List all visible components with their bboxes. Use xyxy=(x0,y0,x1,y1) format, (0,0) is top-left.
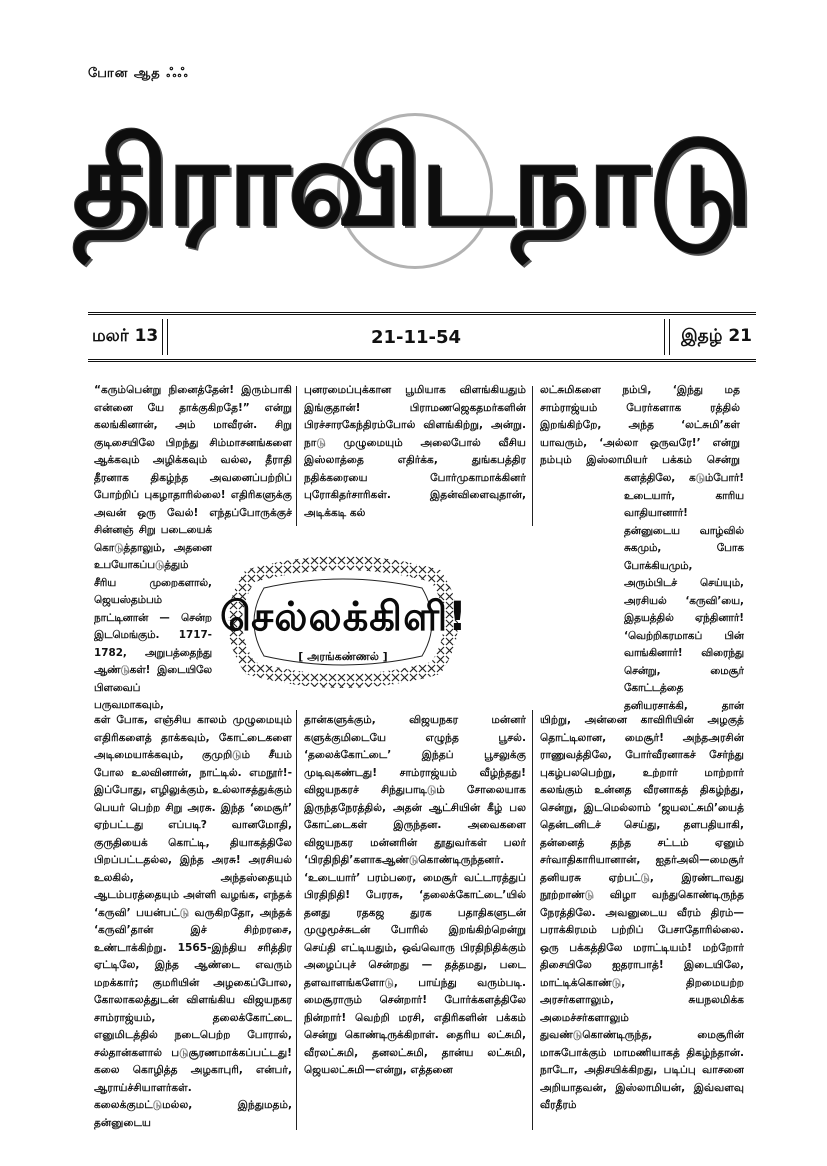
issue-volume: மலர் 13 xyxy=(92,326,159,346)
article-column-left-top: “கரும்பென்று நினைத்தேன்! இரும்பாகி என்னை யே தாக்குகிறதே!” என்று கலங்கினான், அம் மாவீரன். சிறு குடிசையிலே பிறந்து சிம்மாசனங்களை ஆக்கவும் அழிக்கவும் வல்ல, தீராதி தீரனாக திகழ்ந்த அவனைப்பற்றிப் போற்றிப் புகழாதாரில்லை! எதிரிகளுக்கு அவன் ஒரு வேல்! எந்தப்போருக்குச் xyxy=(94,384,292,519)
article-column-middle-top: புனரமைப்புக்கான பூமியாக விளங்கியதும் இங்குதான்! பிராமணஜெகதமர்களின் பிரச்சாரகேந்திரம்போல் விளங்கிற்று, அன்று. நாடு முழுமையும் அலைபோல் வீசிய இஸ்லாத்தை எதிர்க்க, துங்கபத்திர நதிக்கரையை போர்முகாமாக்கினர் புரோகிதர்சாரிகள். இதன்விளைவுதான், அடிக்கடி கல் xyxy=(304,384,526,519)
column-divider-right-lower xyxy=(532,710,533,1130)
headline-byline: [ அரங்கண்ணல் ] xyxy=(298,650,388,663)
article-column-right-bottom: யிற்று, அன்னை காவிரியின் அழகுத் தொட்டிலான, மைசூர்! அந்தஅரசின் ராணுவத்திலே, போர்வீரனாகச் சேர்ந்து புகழ்பலபெற்று, உற்றார் மாற்றார் கலங்கும் உன்னத வீரனாகத் திகழ்ந்து, சென்று, இடமெல்லாம் ‘ஜயலட்சுமி’யைத் தென்டனிடச் செய்து, தளபதியாகி, தன்னைத் தந்த சட்டம் ஏனும் சர்வாதிகாரியானான், ஐதர்அலி—மைசூர் தனியரசு ஏற்பட்டு, இரண்டாவது நூற்றாண்டு விழா வந்துகொண்டிருந்த நேரத்திலே. அவனுடைய வீரம் திரம்—பராக்கிரமம் பற்றிப் பேசாதோரில்லை. ஒரு பக்கத்திலே மராட்டியம்! மற்றோர் திசையிலே ஐதராபாத்! இடையிலே, மாட்டிக்கொண்டு, திறமையற்ற அரசர்களாலும், சுயநலமிக்க அமைச்சர்களாலும் துவண்டுகொண்டிருந்த, மைசூரின் மாசுபோக்கும் மாமணியாகத் திகழ்ந்தான். நாடோ, அதிசயிக்கிறது, படிப்பு வாசனை அறியாதவன், இஸ்லாமியன், இவ்வளவு வீரதீரம் xyxy=(540,714,744,1111)
article-column-right-narrow: களத்திலே, கடும்போர்! உடையார், காரிய வாதியானார்! தன்னுடைய வாழ்வில் சுகமும், போக போக்கியமும், அரும்பிடச் செய்யும், அரசியல் ‘கருவி’யை, இதயத்தில் ஏந்தினார்! ‘வெற்றிகரமாகப் பின் வாங்கினார்! விரைந்து சென்று, மைசூர் கோட்டத்தை தனியரசாக்கி, தான் xyxy=(624,472,744,712)
column-divider-left xyxy=(296,386,297,526)
issue-bar xyxy=(88,312,756,362)
column-divider-right xyxy=(532,386,533,526)
headline-box xyxy=(220,556,466,688)
issue-number: இதழ் 21 xyxy=(681,326,752,346)
article-column-middle-bottom: தான்களுக்கும், விஜயநகர மன்னர் களுக்குமிடையே எழுந்த பூசல். ‘தலைக்கோட்டை’ இந்தப் பூசலுக்கு முடிவுகண்டது! சாம்ராஜ்யம் வீழ்ந்தது! விஜயநகரச் சிந்துபாடிடும் சோலையாக இருந்தநேரத்தில், அதன் ஆட்சியின் கீழ் பல கோட்டைகள் இருந்தன. அவைகளை விஜயநகர மன்னரின் தூதுவர்கள் பலர் ‘பிரதிநிதி’களாகஆண்டுகொண்டிருந்தனர். ‘உடையார்’ பரம்பரை, மைசூர் வட்டாரத்துப் பிரதிநிதி! பேரரசு, ‘தலைக்கோட்டை’யில் தனது ரதகஜ துரக பதாதிகளுடன் முழுமூச்சுடன் போரில் இறங்கிற்றென்று செய்தி எட்டியதும், ஒவ்வொரு பிரதிநிதிக்கும் அழைப்புச் சென்றது — தத்தமது, படை தளவாளங்களோடு, பாய்ந்து வரும்படி. மைசூராரும் சென்றார்! போர்க்களத்திலே நின்றார்! வெற்றி மரசி, எதிரிகளின் பக்கம் சென்று கொண்டிருக்கிறாள். தைரிய லட்சுமி, வீரலட்சுமி, தனலட்சுமி, தான்ய லட்சுமி, ஜெயலட்சுமி—என்று, எத்தனை xyxy=(304,714,526,1076)
page-top-text: போன ஆத ஃஃ xyxy=(88,66,189,81)
article-column-left-narrow: சின்னஞ் சிறு படையைக் கொடுத்தாலும், அதனை உபயோகப்படுத்தும் சீரிய முறைகளால், ஜெயஸ்தம்பம் நாட்டினான் — சென்ற இடமெங்கும். 1717-1782, அறுபத்தைந்து ஆண்டுகள்! இடையிலே பிளவைப் பருவமாகவும், xyxy=(94,524,212,711)
masthead xyxy=(72,88,752,278)
masthead-title: திராவிடநாடு xyxy=(72,114,752,252)
article-column-right-top: லட்சுமிகளை நம்பி, ‘இந்து மத சாம்ராஜ்யம் பேரர்களாக ரத்தில் இறங்கிற்றே, அந்த ‘லட்சுமி’கள் யாவரும், ‘அல்லா ஒருவரே!’ என்று நம்பும் இஸ்லாமியர் பக்கம் சென்று xyxy=(540,384,740,466)
issue-date: 21-11-54 xyxy=(370,326,462,348)
article-column-left-bottom: கள் போக, எஞ்சிய காலம் முழுமையும் எதிரிகளைத் தாக்கவும், கோட்டைகளை அடிமையாக்கவும், குமுறிடும் சீயம் போல உலவினான், நாட்டில். எமநூர்!-இப்போது, எழிலுக்கும், உல்லாசத்துக்கும் பெயர் பெற்ற சிறு அரசு. இந்த ‘மைசூர்’ ஏற்பட்டது எப்படி? வானமோதி, குருதியைக் கொட்டி, தியாகத்திலே பிறப்பட்டதல்ல, இந்த அரசு! அரசியல் உலகில், அந்தஸ்தையும் ஆடம்பரத்தையும் அள்ளி வழங்க, எந்தக் ‘கருவி’ பயன்பட்டு வருகிறதோ, அந்தக் ‘கருவி’தான் இச் சிற்றரசை, உண்டாக்கிற்று. 1565-இந்திய சரித்திர ஏட்டிலே, இந்த ஆண்டை எவரும் மறக்கார்; குமரியின் அழகைப்போல, கோலாகலத்துடன் விளங்கிய விஜயநகர சாம்ராஜ்யம், தலைக்கோட்டை எனுமிடத்தில் நடைபெற்ற போரால், சல்தான்களால் படுசூரணமாக்கப்பட்டது! கலை கொழித்த அழகாபுரி, என்பர், ஆராய்ச்சியாளர்கள். கலைக்குமட்டுமல்ல, இந்துமதம், தன்னுடைய xyxy=(94,714,292,1129)
column-divider-left-lower xyxy=(296,710,297,1130)
headline-title: செல்லக்கிளி! xyxy=(220,594,468,640)
